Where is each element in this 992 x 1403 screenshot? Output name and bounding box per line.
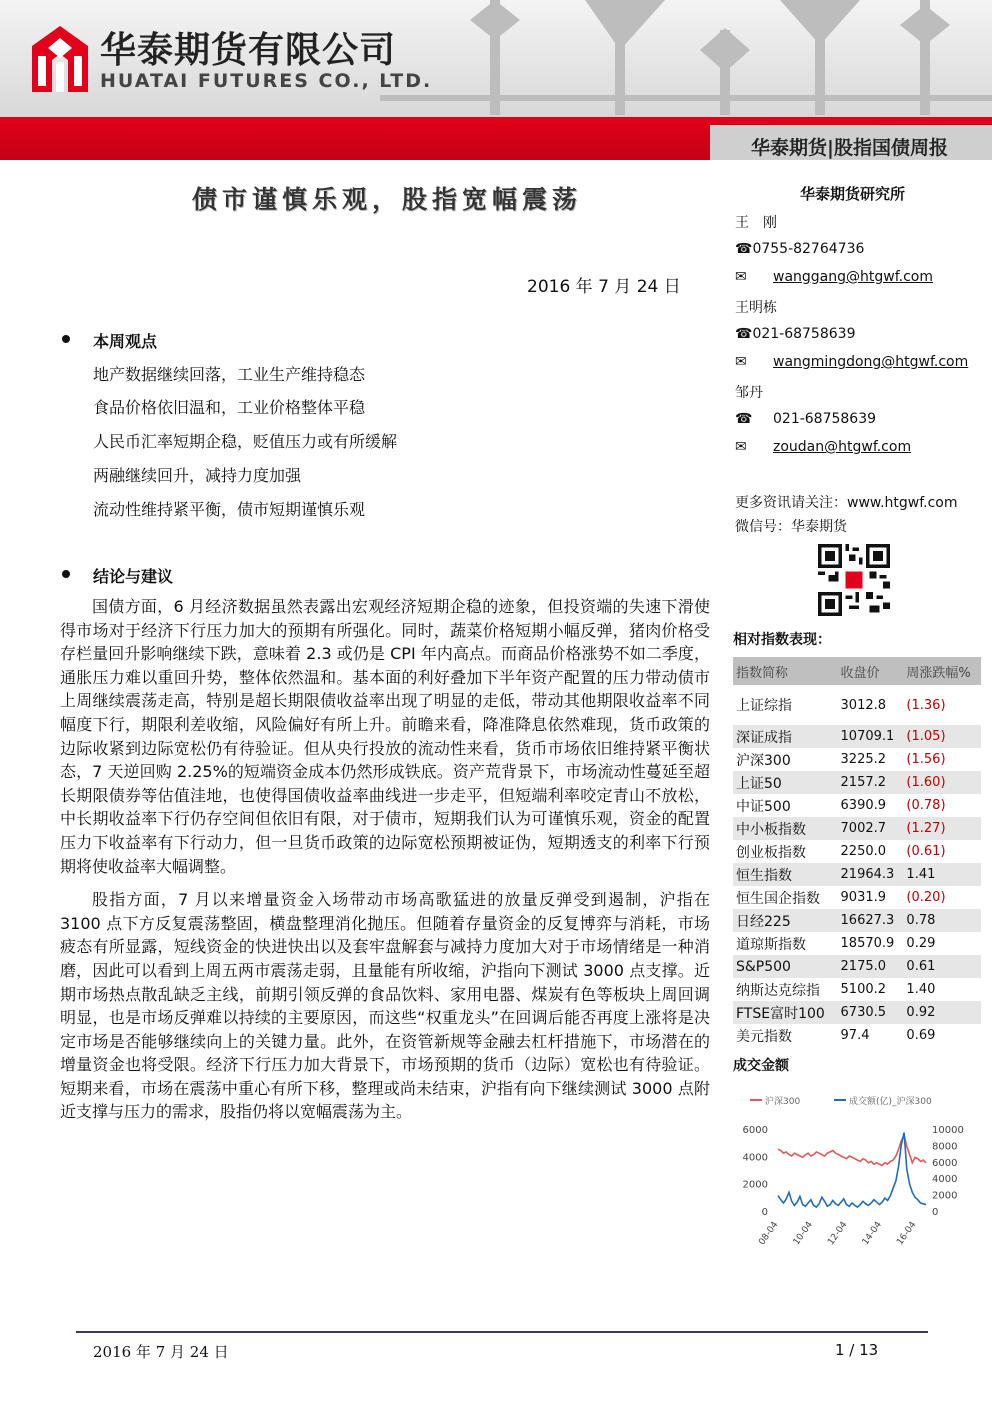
table-row (733, 909, 981, 932)
brand-name-en: HUATAI FUTURES CO., LTD. (100, 70, 433, 92)
index-name-cell: 恒生指数 (733, 863, 838, 886)
table-row (733, 1024, 981, 1047)
y-right-tick-label: 10000 (932, 1125, 964, 1136)
website-line: 更多资讯请关注：www.htgwf.com (735, 495, 958, 511)
analyst-phone-row (735, 411, 876, 427)
x-tick-label: 12-04 (826, 1219, 850, 1247)
weekly-change-cell: (1.60) (903, 771, 981, 794)
table-header-row (733, 657, 981, 685)
wechat-line: 微信号：华泰期货 (735, 519, 847, 535)
close-price-cell: 10709.1 (838, 725, 904, 748)
column-header: 指数简称 (733, 657, 838, 685)
volume-title: 成交金额 (733, 1058, 789, 1074)
weekly-change-cell: (1.36) (906, 697, 946, 713)
page-header (0, 0, 992, 160)
x-tick-label: 10-04 (791, 1219, 815, 1247)
analyst-name: 邹丹 (735, 385, 763, 401)
analyst-phone: 021-68758639 (773, 411, 877, 427)
y-right-tick-label: 4000 (932, 1174, 958, 1186)
weekly-point: 人民币汇率短期企稳，贬值压力或有所缓解 (93, 432, 398, 451)
table-row (733, 794, 981, 817)
equity-paragraph: 股指方面，7 月以来增量资金入场带动市场高歌猛进的放量反弹受到遏制，沪指在 3100 点下方反复震荡整固，横盘整理消化抛压。但随着存量资金的反复博弈与消耗，市场疲态有所显露，短线资金的快进快出以及套牢盘解套与减持力度加大对于市场情绪是一种消磨，因此可以看到上周五两市震荡走弱，且量能有所收缩，沪指向下测试 3000 点支撑。近期市场热点散乱缺乏主线，前期引领反弹的食品饮料、家用电器、煤炭有色等板块上周回调明显，也是市场反弹难以持续的主要原因，而这些“权重龙头”在回调后能否再度上涨将是决定市场是否能够继续向上的关键力量。此外，在资管新规等金融去杠杆措施下，市场潜在的增量资金也将受限。经济下行压力加大背景下，市场预期的货币（边际）宽松也有待验证。短期来看，市场在震荡中重心有所下移，整理或尚未结束，沪指有向下继续测试 3000 点附近支撑与压力的需求，股指仍将以宽幅震荡为主。 (60, 890, 710, 1122)
table-row (733, 685, 981, 725)
index-table (733, 657, 981, 1047)
table-row (733, 863, 981, 886)
table-row (733, 886, 981, 909)
weekly-point: 食品价格依旧温和，工业价格整体平稳 (93, 398, 366, 417)
footer-divider (76, 1331, 928, 1333)
page-number: 1 / 13 (835, 1341, 879, 1359)
weekly-change-cell: 0.61 (903, 955, 981, 978)
close-price-cell: 7002.7 (838, 817, 904, 840)
analyst-email[interactable]: zoudan@htgwf.com (773, 439, 912, 455)
index-name-cell: 沪深300 (736, 752, 791, 769)
index-name-cell: S&P500 (733, 955, 838, 978)
analyst-email-row (735, 439, 911, 455)
footer-date: 2016 年 7 月 24 日 (93, 1343, 229, 1361)
close-price-cell: 2175.0 (838, 955, 904, 978)
phone-icon: ☎ (735, 411, 753, 427)
y-right-tick-label: 0 (932, 1207, 939, 1218)
mail-icon: ✉ (735, 269, 747, 285)
weekly-change-cell: (0.61) (906, 844, 946, 859)
weekly-change-cell: (0.20) (906, 890, 946, 905)
table-row (733, 817, 981, 840)
close-price-cell: 3012.8 (840, 697, 887, 713)
qr-code-icon (818, 544, 890, 616)
x-tick-label: 08-04 (757, 1219, 781, 1247)
bullet-icon (62, 570, 70, 578)
y-left-tick-label: 6000 (742, 1125, 768, 1136)
weekly-change-cell: (0.78) (906, 798, 946, 813)
index-name-cell: 纳斯达克综指 (736, 982, 820, 999)
x-tick-label: 14-04 (860, 1219, 884, 1247)
weekly-point: 两融继续回升，减持力度加强 (93, 466, 302, 485)
legend-label: 成交额(亿)_沪深300 (849, 1097, 932, 1107)
column-header: 收盘价 (838, 657, 904, 685)
legend-label: 沪深300 (765, 1097, 801, 1107)
huatai-logo-icon (32, 26, 88, 92)
report-name: 华泰期货|股指国债周报 (751, 137, 948, 159)
analyst-phone: ☎0755-82764736 (735, 241, 865, 257)
analyst-phone: ☎021-68758639 (735, 326, 856, 342)
y-left-tick-label: 0 (761, 1207, 768, 1218)
mail-icon: ✉ (735, 354, 747, 370)
close-price-cell: 6730.5 (838, 1001, 904, 1024)
institute-name: 华泰期货研究所 (800, 185, 906, 203)
close-price-cell: 6390.9 (840, 798, 887, 813)
table-row (733, 1001, 981, 1024)
weekly-change-cell: 1.41 (903, 863, 981, 886)
index-name-cell: 上证综指 (736, 698, 792, 714)
index-performance-title: 相对指数表现： (733, 632, 831, 648)
close-price-cell: 9031.9 (840, 890, 887, 905)
mail-icon: ✉ (735, 439, 747, 455)
close-price-cell: 16627.3 (838, 909, 904, 932)
x-tick-label: 16-04 (895, 1219, 919, 1247)
y-left-tick-label: 2000 (742, 1179, 768, 1191)
brand-name-cn: 华泰期货有限公司 (100, 30, 397, 71)
analyst-name: 王明栋 (735, 300, 777, 316)
weekly-change-cell: 0.29 (906, 936, 936, 951)
y-right-tick-label: 8000 (932, 1141, 958, 1153)
index-name-cell: 恒生国企指数 (736, 890, 820, 907)
y-right-tick-label: 2000 (932, 1190, 958, 1202)
index-table-body (733, 685, 981, 1047)
weekly-point: 地产数据继续回落，工业生产维持稳态 (93, 365, 366, 384)
weekly-change-cell: 0.69 (906, 1028, 936, 1043)
index-name-cell: 中证500 (736, 798, 791, 815)
close-price-cell: 5100.2 (840, 982, 887, 997)
close-price-cell: 3225.2 (840, 752, 887, 767)
close-price-cell: 2250.0 (840, 844, 887, 859)
index-name-cell: 深证成指 (733, 725, 838, 748)
conclusion-body (60, 595, 710, 1124)
bullet-icon (62, 335, 70, 343)
series-line (778, 1136, 926, 1166)
y-right-tick-label: 6000 (932, 1157, 958, 1169)
weekly-change-cell: 0.78 (903, 909, 981, 932)
analyst-name: 王 刚 (735, 215, 777, 231)
weekly-change-cell: 1.40 (906, 982, 936, 997)
analyst-email[interactable]: wanggang@htgwf.com (773, 269, 933, 285)
analyst-email-row (735, 354, 968, 370)
bond-paragraph: 国债方面，6 月经济数据虽然表露出宏观经济短期企稳的迹象，但投资端的失速下滑使得市场对于经济下行压力加大的预期有所强化。同时，蔬菜价格短期小幅反弹，猪肉价格受存栏量回升影响继续下跌，意味着 2.3 或仍是 CPI 年内高点。而商品价格涨势不如二季度，通胀压力难以重回升势，整体依然温和。基本面的利好叠加下半年资产配置的压力带动债市上周继续震荡走高，特别是超长期限债收益率出现了明显的走低，带动其他期限收益率不同幅度下行，期限利差收缩，风险偏好有所上升。前瞻来看，降准降息依然难现，货币政策的边际收紧到边际宽松仍有待验证。但从央行投放的流动性来看，货币市场依旧维持紧平衡状态，7 天逆回购 2.25%的短端资金成本仍然形成铁底。资产荒背景下，市场流动性蔓延至超长期限债券等估值洼地，也使得国债收益率曲线进一步走平，但短端利率咬定青山不放松，中长期收益率下行仍存空间但依旧有限，对于债市，短期我们认为可谨慎乐观，资金的配置压力下收益率有下行动力，但一旦货币政策的边际宽松预期被证伪，短期透支的利率下行预期将使收益率大幅调整。 (60, 597, 710, 876)
weekly-point: 流动性维持紧平衡，债市短期谨慎乐观 (93, 500, 366, 519)
table-row (733, 748, 981, 771)
index-name-cell: 美元指数 (736, 1028, 792, 1045)
report-date: 2016 年 7 月 24 日 (527, 277, 681, 297)
index-name-cell: 上证50 (733, 771, 838, 794)
y-left-tick-label: 4000 (742, 1152, 768, 1164)
weekly-change-cell: (1.27) (903, 817, 981, 840)
volume-chart (730, 1082, 992, 1247)
index-name-cell: FTSE富时100 (733, 1001, 838, 1024)
table-row (733, 840, 981, 863)
weekly-change-cell: 0.92 (903, 1001, 981, 1024)
weekly-change-cell: (1.56) (906, 752, 946, 767)
weekly-change-cell: (1.05) (903, 725, 981, 748)
table-row (733, 955, 981, 978)
table-row (733, 771, 981, 794)
table-row (733, 932, 981, 955)
analyst-email-row (735, 269, 933, 285)
weekly-view-heading: 本周观点 (93, 332, 158, 351)
conclusion-heading: 结论与建议 (93, 567, 174, 586)
index-name-cell: 日经225 (733, 909, 838, 932)
close-price-cell: 18570.9 (840, 936, 895, 951)
table-row (733, 725, 981, 748)
index-name-cell: 创业板指数 (736, 844, 806, 861)
analyst-email[interactable]: wangmingdong@htgwf.com (773, 354, 969, 370)
index-name-cell: 道琼斯指数 (736, 936, 806, 953)
series-line (778, 1133, 926, 1208)
close-price-cell: 2157.2 (838, 771, 904, 794)
report-title: 债市谨慎乐观，股指宽幅震荡 (192, 185, 583, 214)
header-decoration (380, 0, 992, 115)
table-row (733, 978, 981, 1001)
close-price-cell: 97.4 (840, 1028, 870, 1043)
index-name-cell: 中小板指数 (733, 817, 838, 840)
close-price-cell: 21964.3 (838, 863, 904, 886)
column-header: 周涨跌幅% (903, 657, 981, 685)
